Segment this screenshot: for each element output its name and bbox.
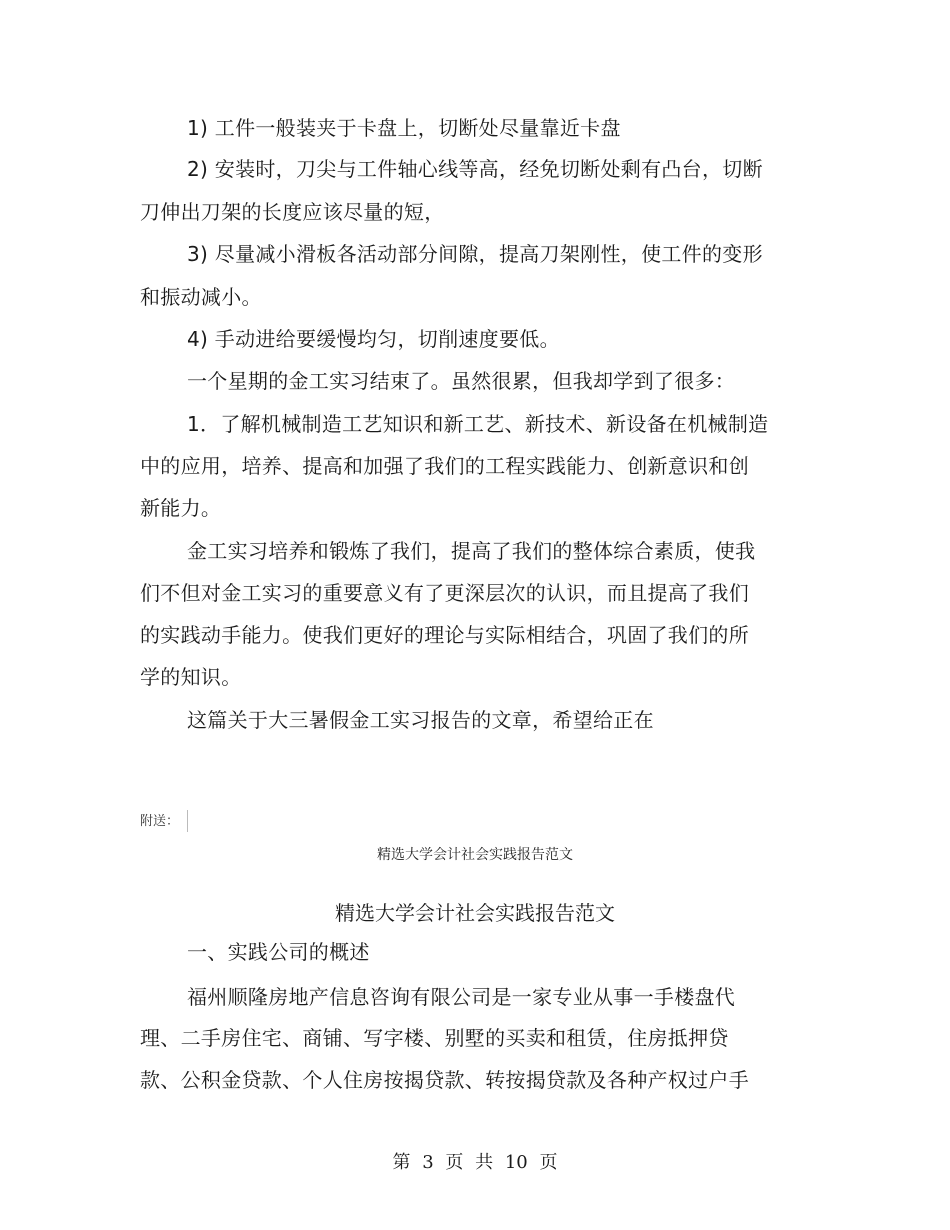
- paragraph-line: 1) 工件一般装夹于卡盘上，切断处尽量靠近卡盘: [187, 116, 621, 140]
- paragraph-line: 款、公积金贷款、个人住房按揭贷款、转按揭贷款及各种产权过户手: [140, 1068, 749, 1092]
- paragraph-line: 的实践动手能力。使我们更好的理论与实际相结合，巩固了我们的所: [140, 623, 749, 647]
- appendix-label: 附送：: [140, 814, 180, 829]
- paragraph-line: 学的知识。: [140, 665, 242, 689]
- paragraph-line: 这篇关于大三暑假金工实习报告的文章，希望给正在: [187, 708, 654, 732]
- paragraph-line: 一个星期的金工实习结束了。虽然很累，但我却学到了很多：: [187, 369, 736, 393]
- paragraph-line: 新能力。: [140, 496, 222, 520]
- page-number-footer: 第 3 页 共 10 页: [392, 1152, 558, 1173]
- paragraph-line: 1．了解机械制造工艺知识和新工艺、新技术、新设备在机械制造: [187, 412, 769, 436]
- paragraph-line: 理、二手房住宅、商铺、写字楼、别墅的买卖和租赁，住房抵押贷: [140, 1026, 729, 1050]
- paragraph-line: 和振动减小。: [140, 285, 262, 309]
- paragraph-line: 2) 安装时，刀尖与工件轴心线等高，经免切断处剩有凸台，切断: [187, 157, 763, 181]
- paragraph-line: 福州顺隆房地产信息咨询有限公司是一家专业从事一手楼盘代: [187, 985, 736, 1009]
- report-title: 精选大学会计社会实践报告范文: [335, 901, 615, 925]
- text-cursor-divider: [187, 810, 188, 832]
- appendix-heading: 精选大学会计社会实践报告范文: [377, 847, 573, 863]
- paragraph-line: 中的应用，培养、提高和加强了我们的工程实践能力、创新意识和创: [140, 454, 749, 478]
- paragraph-line: 们不但对金工实习的重要意义有了更深层次的认识，而且提高了我们: [140, 581, 749, 605]
- paragraph-line: 金工实习培养和锻炼了我们，提高了我们的整体综合素质，使我: [187, 539, 756, 563]
- paragraph-line: 刀伸出刀架的长度应该尽量的短，: [140, 200, 445, 224]
- paragraph-line: 3) 尽量减小滑板各活动部分间隙，提高刀架刚性，使工件的变形: [187, 242, 763, 266]
- section-heading: 一、实践公司的概述: [187, 940, 370, 964]
- paragraph-line: 4) 手动进给要缓慢均匀，切削速度要低。: [187, 327, 560, 351]
